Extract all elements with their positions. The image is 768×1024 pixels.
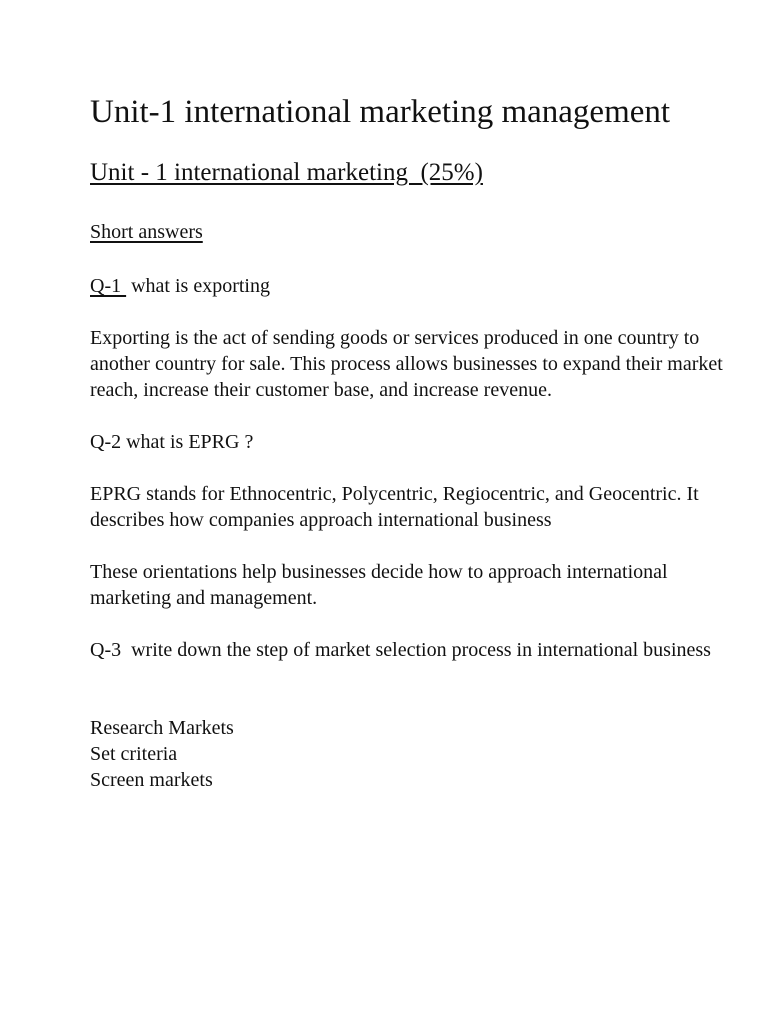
market-selection-steps [90, 715, 730, 793]
answer-2: EPRG stands for Ethnocentric, Polycentric, Regiocentric, and Geocentric. It describes how companies approach international business [90, 483, 699, 531]
question-1-text: what is exporting [126, 275, 270, 297]
question-2: Q-2 what is EPRG ? [90, 431, 254, 453]
answer-2-extra: These orientations help businesses decide how to approach international marketing and management. [90, 561, 668, 609]
step-item: Screen markets [90, 769, 213, 791]
document-title: Unit-1 international marketing management [90, 94, 671, 130]
unit-subtitle: Unit - 1 international marketing (25%) [90, 159, 483, 186]
question-1 [90, 273, 730, 299]
document-page [90, 92, 730, 793]
short-answers-heading: Short answers [90, 221, 203, 243]
question-3: Q-3 write down the step of market selection process in international business [90, 639, 711, 661]
question-1-label: Q-1 [90, 275, 127, 297]
step-item: Research Markets [90, 717, 234, 739]
step-item: Set criteria [90, 743, 178, 765]
answer-1: Exporting is the act of sending goods or services produced in one country to another country for sale. This process allows businesses to expand their market reach, increase their customer base, and increase revenue. [90, 327, 723, 401]
